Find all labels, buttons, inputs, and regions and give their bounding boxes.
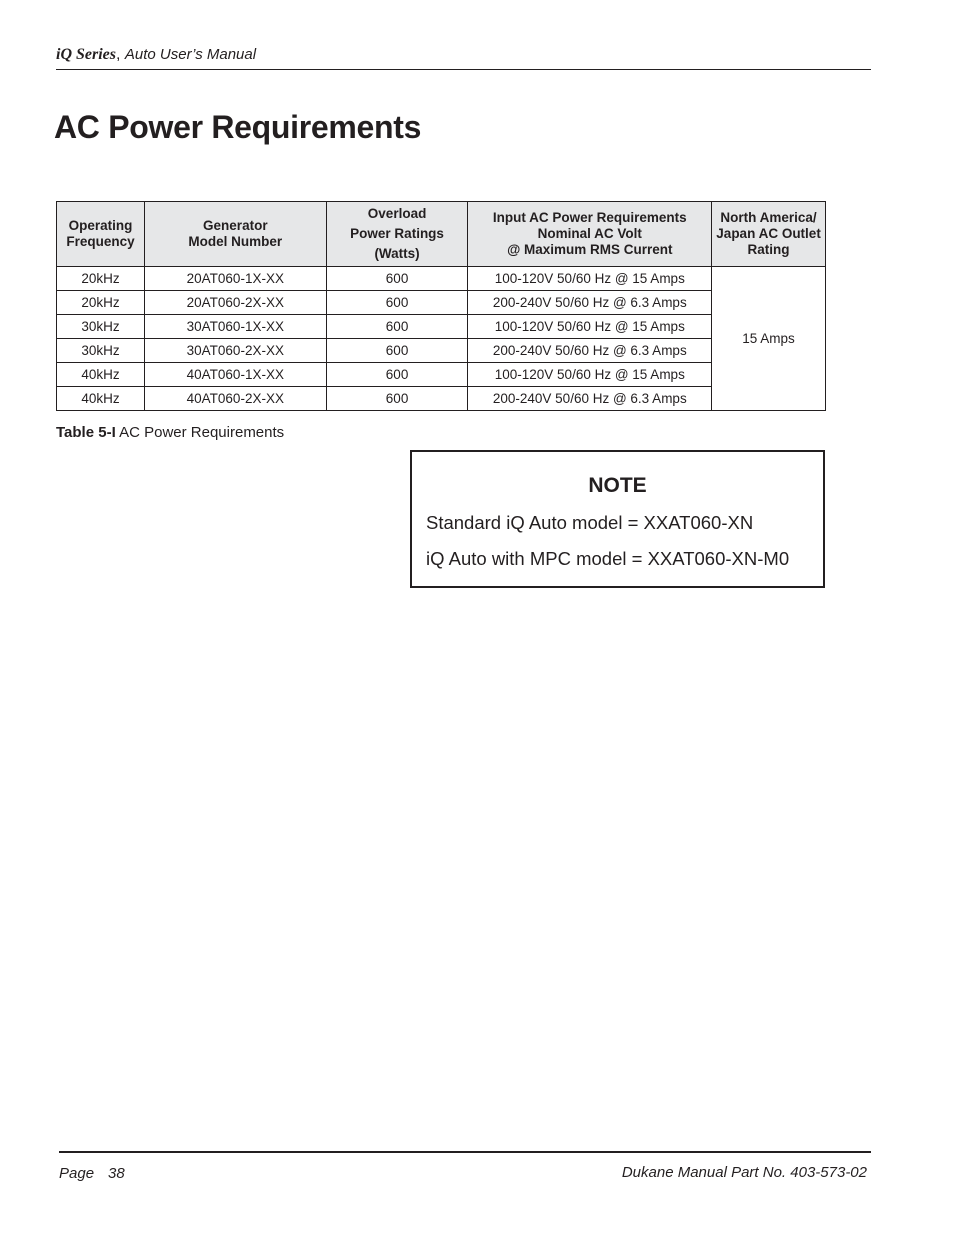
note-line-standard: Standard iQ Auto model = XXAT060-XN [426,512,754,533]
cell-frequency: 40kHz [57,363,145,387]
table-row [57,387,826,411]
cell-model: 40AT060-2X-XX [144,387,326,411]
manual-name: Auto User’s Manual [124,46,257,63]
col-header-model: Generator Model Number [144,202,326,267]
cell-input: 100-120V 50/60 Hz @ 15 Amps [468,315,712,339]
cell-input: 200-240V 50/60 Hz @ 6.3 Amps [468,339,712,363]
cell-watts: 600 [326,315,468,339]
cell-outlet-rating: 15 Amps [712,267,826,411]
table-row [57,315,826,339]
cell-watts: 600 [326,363,468,387]
cell-model: 30AT060-1X-XX [144,315,326,339]
cell-frequency: 20kHz [57,267,145,291]
note-box [410,450,825,588]
cell-model: 30AT060-2X-XX [144,339,326,363]
cell-model: 20AT060-1X-XX [144,267,326,291]
cell-model: 20AT060-2X-XX [144,291,326,315]
cell-input: 100-120V 50/60 Hz @ 15 Amps [468,267,712,291]
note-line-mpc: iQ Auto with MPC model = XXAT060-XN-M0 [426,548,790,569]
col-header-input-power: Input AC Power Requirements Nominal AC Volt @ Maximum RMS Current [468,202,712,267]
note-title: NOTE [588,474,647,497]
col-header-frequency: Operating Frequency [57,202,145,267]
page-footer [59,1151,871,1182]
page-label: Page [59,1165,95,1182]
cell-frequency: 30kHz [57,315,145,339]
col-header-outlet-rating: North America/ Japan AC Outlet Rating [712,202,826,267]
cell-frequency: 30kHz [57,339,145,363]
ac-power-table [56,201,826,411]
table-header-row [57,202,826,267]
caption-text: AC Power Requirements [119,424,285,441]
page-number-value: 38 [108,1165,125,1182]
cell-input: 100-120V 50/60 Hz @ 15 Amps [468,363,712,387]
cell-watts: 600 [326,387,468,411]
header-comma: , [116,46,125,63]
cell-watts: 600 [326,339,468,363]
cell-frequency: 40kHz [57,387,145,411]
part-number: Dukane Manual Part No. 403-573-02 [621,1164,867,1181]
running-header [56,46,871,70]
col-header-power-rating: Overload Power Ratings (Watts) [326,202,468,267]
cell-frequency: 20kHz [57,291,145,315]
cell-input: 200-240V 50/60 Hz @ 6.3 Amps [468,291,712,315]
series-name: iQ Series [56,46,116,63]
table-row [57,363,826,387]
cell-input: 200-240V 50/60 Hz @ 6.3 Amps [468,387,712,411]
caption-label: Table 5-I [56,424,116,441]
table-caption [56,424,284,441]
table-row [57,339,826,363]
table-row [57,291,826,315]
page-number [59,1165,125,1182]
cell-watts: 600 [326,267,468,291]
page-title: AC Power Requirements [54,109,422,145]
table-row [57,267,826,291]
cell-model: 40AT060-1X-XX [144,363,326,387]
cell-watts: 600 [326,291,468,315]
